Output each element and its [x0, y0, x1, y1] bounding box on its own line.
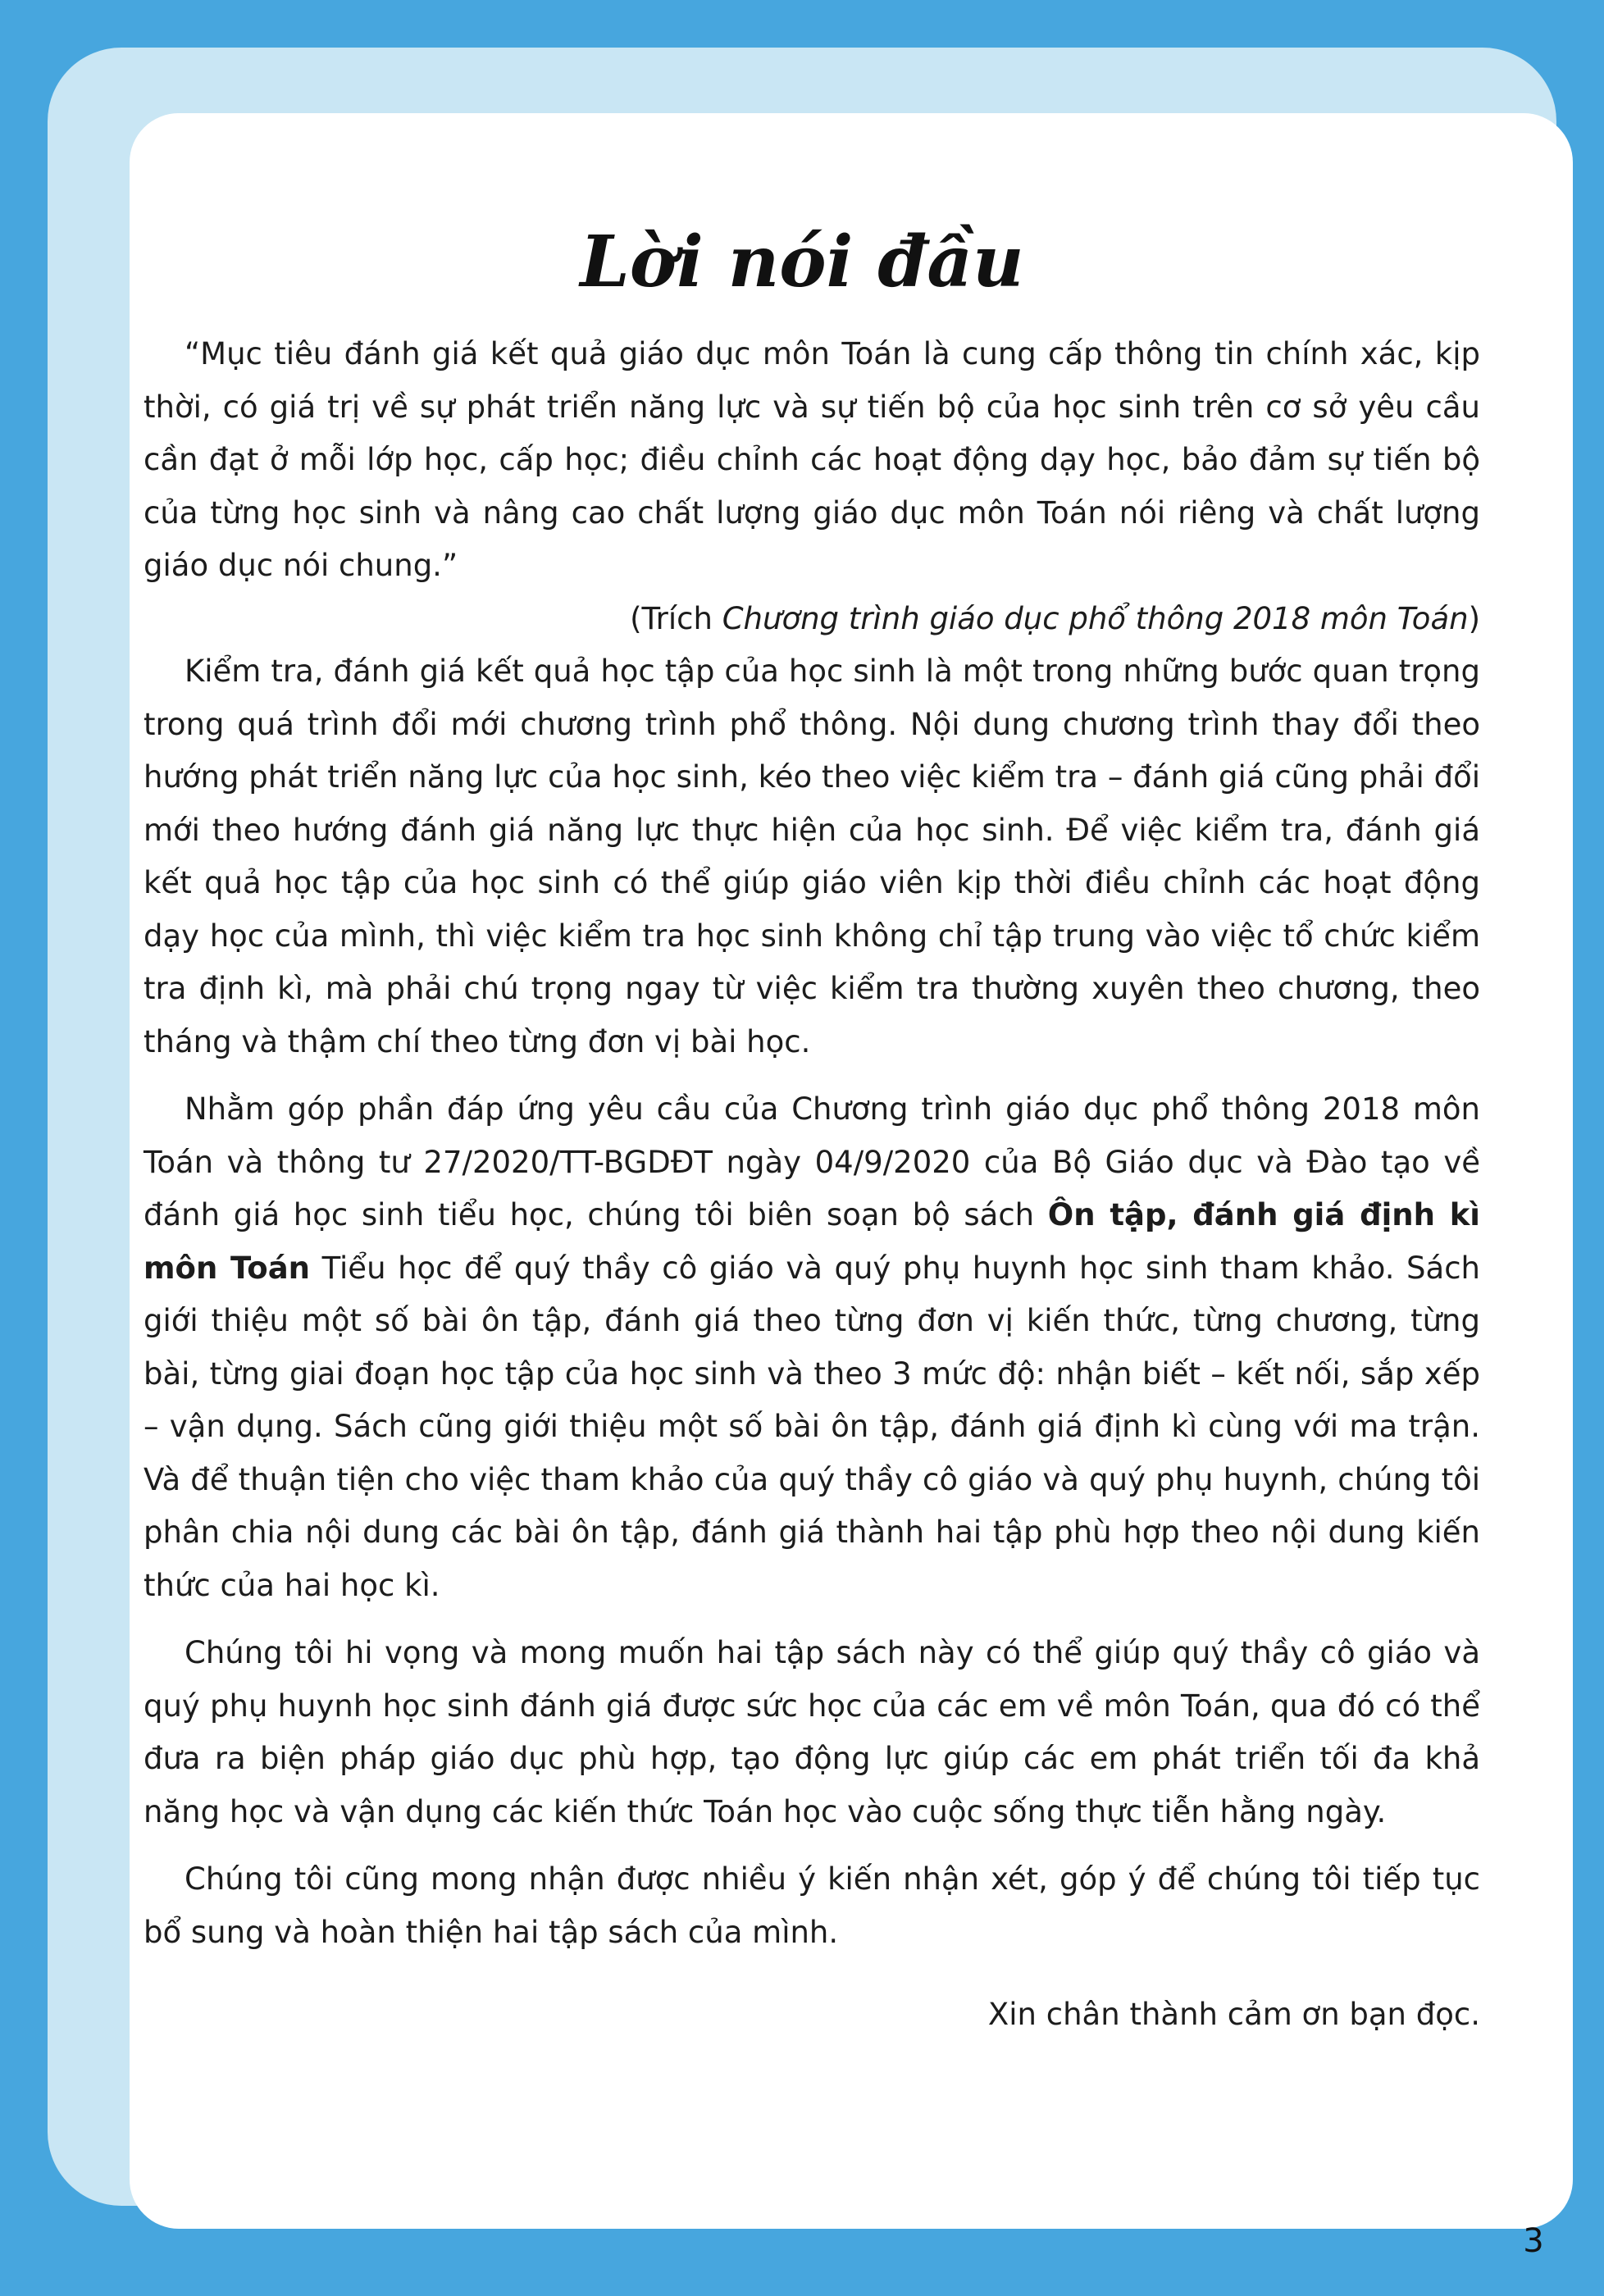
- paragraph-book-purpose: [144, 1083, 1480, 1612]
- opening-quote: “Mục tiêu đánh giá kết quả giáo dục môn Toán là cung cấp thông tin chính xác, kịp thời, có giá trị về sự phát triển năng lực và sự tiến bộ của học sinh trên cơ sở yêu cầu cần đạt ở mỗi lớp học, cấp học; điều chỉnh các hoạt động dạy học, bảo đảm sự tiến bộ của từng học sinh và nâng cao chất lượng giáo dục môn Toán nói riêng và chất lượng giáo dục nói chung.”: [144, 336, 1480, 583]
- page-number: 3: [1523, 2222, 1544, 2260]
- closing-thanks: Xin chân thành cảm ơn bạn đọc.: [987, 1997, 1480, 2032]
- paragraph-assessment: Kiểm tra, đánh giá kết quả học tập của học sinh là một trong những bước quan trọng trong quá trình đổi mới chương trình phổ thông. Nội dung chương trình thay đổi theo hướng phát triển năng lực của học sinh, kéo theo việc kiểm tra – đánh giá cũng phải đổi mới theo hướng đánh giá năng lực thực hiện của học sinh. Để việc kiểm tra, đánh giá kết quả học tập của học sinh có thể giúp giáo viên kịp thời điều chỉnh các hoạt động dạy học của mình, thì việc kiểm tra học sinh không chỉ tập trung vào việc tổ chức kiểm tra định kì, mà phải chú trọng ngay từ việc kiểm tra thường xuyên theo chương, theo tháng và thậm chí theo từng đơn vị bài học.: [144, 654, 1480, 1059]
- citation-source: Chương trình giáo dục phổ thông 2018 môn Toán: [722, 600, 1469, 636]
- citation-open: (Trích: [630, 600, 722, 636]
- paragraph-book-purpose-after: Tiểu học để quý thầy cô giáo và quý phụ huynh học sinh tham khảo. Sách giới thiệu một số bài ôn tập, đánh giá theo từng đơn vị kiến thức, từng chương, từng bài, từng giai đoạn học tập của học sinh và theo 3 mức độ: nhận biết – kết nối, sắp xếp – vận dụng. Sách cũng giới thiệu một số bài ôn tập, đánh giá định kì cùng với ma trận. Và để thuận tiện cho việc tham khảo của quý thầy cô giáo và quý phụ huynh, chúng tôi phân chia nội dung các bài ôn tập, đánh giá thành hai tập phù hợp theo nội dung kiến thức của hai học kì.: [144, 1250, 1480, 1603]
- page-title: Lời nói đầu: [580, 221, 1024, 303]
- preface-body: [144, 328, 1480, 2042]
- paragraph-hope: Chúng tôi hi vọng và mong muốn hai tập sách này có thể giúp quý thầy cô giáo và quý phụ huynh học sinh đánh giá được sức học của các em về môn Toán, qua đó có thể đưa ra biện pháp giáo dục phù hợp, tạo động lực giúp các em phát triển tối đa khả năng học và vận dụng các kiến thức Toán học vào cuộc sống thực tiễn hằng ngày.: [144, 1635, 1480, 1829]
- citation-close: ): [1468, 600, 1480, 636]
- paragraph-feedback: Chúng tôi cũng mong nhận được nhiều ý kiến nhận xét, góp ý để chúng tôi tiếp tục bổ sung và hoàn thiện hai tập sách của mình.: [144, 1861, 1480, 1950]
- paragraph-book-purpose-before: Nhằm góp phần đáp ứng yêu cầu của Chương trình giáo dục phổ thông 2018 môn Toán và thông tư 27/2020/TT-BGDĐT ngày 04/9/2020 của Bộ Giáo dục và Đào tạo về đánh giá học sinh tiểu học, chúng tôi biên soạn bộ sách: [144, 1091, 1480, 1232]
- quote-citation: [144, 593, 1480, 646]
- book-series-title: Ôn tập, đánh giá định kì môn Toán: [144, 1197, 1480, 1286]
